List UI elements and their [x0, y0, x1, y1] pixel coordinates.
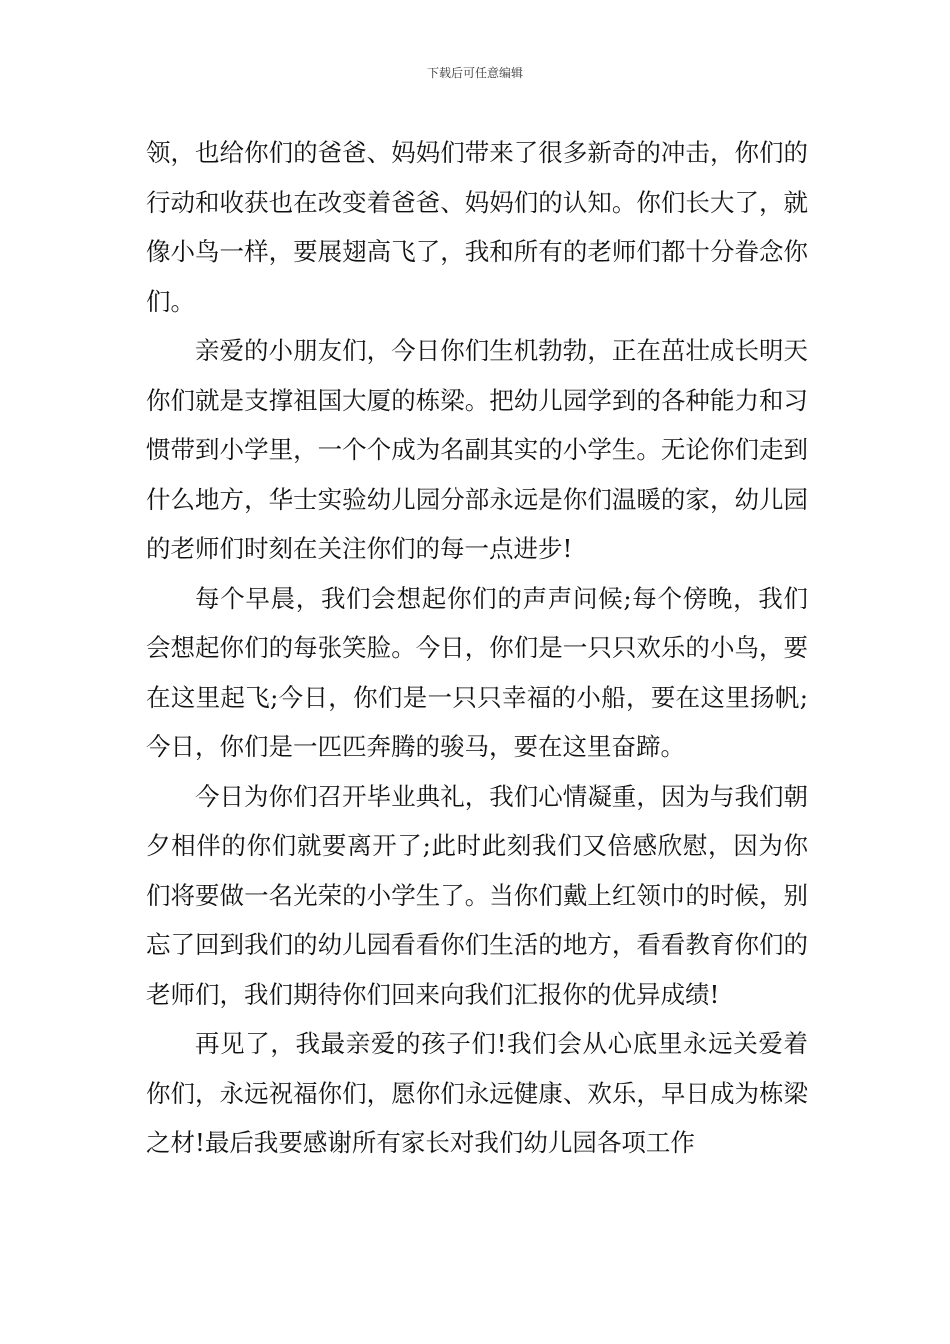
document-body: [146, 128, 808, 1168]
paragraph: 今日为你们召开毕业典礼，我们心情凝重，因为与我们朝夕相伴的你们就要离开了;此时此刻我们又倍感欣慰，因为你们将要做一名光荣的小学生了。当你们戴上红领巾的时候，别忘了回到我们的幼儿园看看你们生活的地方，看看教育你们的老师们，我们期待你们回来向我们汇报你的优异成绩!: [146, 781, 808, 1009]
page-header: 下载后可任意编辑: [426, 66, 523, 80]
paragraph: 亲爱的小朋友们，今日你们生机勃勃，正在茁壮成长明天你们就是支撑祖国大厦的栋梁。把幼儿园学到的各种能力和习惯带到小学里，一个个成为名副其实的小学生。无论你们走到什么地方，华士实验幼儿园分部永远是你们温暖的家，幼儿园的老师们时刻在关注你们的每一点进步!: [146, 336, 808, 563]
paragraph: 每个早晨，我们会想起你们的声声问候;每个傍晚，我们会想起你们的每张笑脸。今日，你们是一只只欢乐的小鸟，要在这里起飞;今日，你们是一只只幸福的小船，要在这里扬帆;今日，你们是一匹匹奔腾的骏马，要在这里奋蹄。: [146, 583, 808, 761]
paragraph: 再见了，我最亲爱的孩子们!我们会从心底里永远关爱着你们，永远祝福你们，愿你们永远健康、欢乐，早日成为栋梁之材!最后我要感谢所有家长对我们幼儿园各项工作: [146, 1029, 808, 1157]
paragraph: 领，也给你们的爸爸、妈妈们带来了很多新奇的冲击，你们的行动和收获也在改变着爸爸、妈妈们的认知。你们长大了，就像小鸟一样，要展翅高飞了，我和所有的老师们都十分眷念你们。: [146, 138, 808, 316]
